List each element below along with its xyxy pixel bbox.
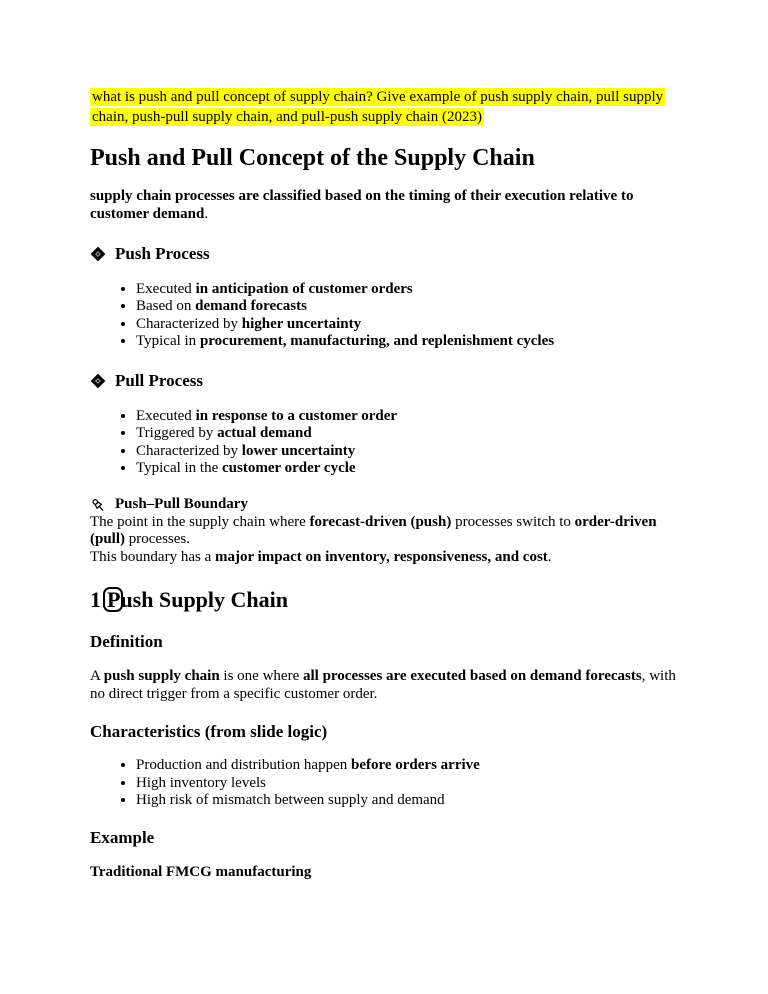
list-item: • Executed in anticipation of customer orders	[136, 281, 678, 298]
list-item: • Executed in response to a customer order	[136, 408, 678, 425]
definition-paragraph: A push supply chain is one where all processes are executed based on demand forecasts, with no direct trigger from a specific customer order.	[90, 668, 676, 702]
characteristics-list	[90, 757, 678, 809]
boundary-line: This boundary has a major impact on inventory, responsiveness, and cost.	[90, 548, 552, 565]
list-item: • Characterized by higher uncertainty	[136, 316, 678, 333]
definition-heading: Definition	[90, 632, 163, 652]
intro-paragraph: supply chain processes are classified based on the timing of their execution relative to customer demand.	[90, 188, 634, 222]
pushpull-boundary-heading-label: Push–Pull Boundary	[115, 496, 248, 513]
list-item: • Characterized by lower uncertainty	[136, 443, 678, 460]
section1-number: 1	[90, 587, 101, 613]
list-item: • Typical in procurement, manufacturing, and replenishment cycles	[136, 333, 678, 350]
section1-heading	[90, 586, 678, 613]
pull-process-heading	[90, 371, 678, 391]
highlighted-question-paragraph	[90, 88, 678, 127]
pull-process-list	[90, 408, 678, 477]
characteristics-heading: Characteristics (from slide logic)	[90, 722, 328, 742]
list-item: • Triggered by actual demand	[136, 425, 678, 442]
diamond-icon	[90, 246, 106, 262]
push-process-heading	[90, 244, 678, 264]
list-item: • Based on demand forecasts	[136, 298, 678, 315]
pull-process-heading-label: Pull Process	[115, 371, 203, 391]
list-item: • High inventory levels	[136, 775, 678, 792]
push-process-list	[90, 281, 678, 350]
example-paragraph: Traditional FMCG manufacturing	[90, 864, 312, 881]
pushpin-icon	[90, 497, 107, 514]
diamond-icon	[90, 373, 106, 389]
highlighted-question: what is push and pull concept of supply chain? Give example of push supply chain, pull supply chain, push-pull supply chain, and pull-push supply chain (2023)	[92, 89, 664, 125]
section1-heading-label: Push Supply Chain	[107, 587, 288, 613]
boundary-line: The point in the supply chain where forecast-driven (push) processes switch to order-driven (pull) processes.	[90, 513, 657, 548]
push-process-heading-label: Push Process	[115, 244, 210, 263]
list-item: • High risk of mismatch between supply and demand	[136, 792, 678, 809]
pushpull-boundary-heading	[90, 496, 678, 514]
example-heading: Example	[90, 828, 155, 848]
pushpull-boundary-section	[90, 496, 678, 566]
document-title: Push and Pull Concept of the Supply Chain	[90, 145, 535, 171]
list-item: • Typical in the customer order cycle	[136, 460, 678, 477]
list-item: • Production and distribution happen before orders arrive	[136, 757, 678, 774]
